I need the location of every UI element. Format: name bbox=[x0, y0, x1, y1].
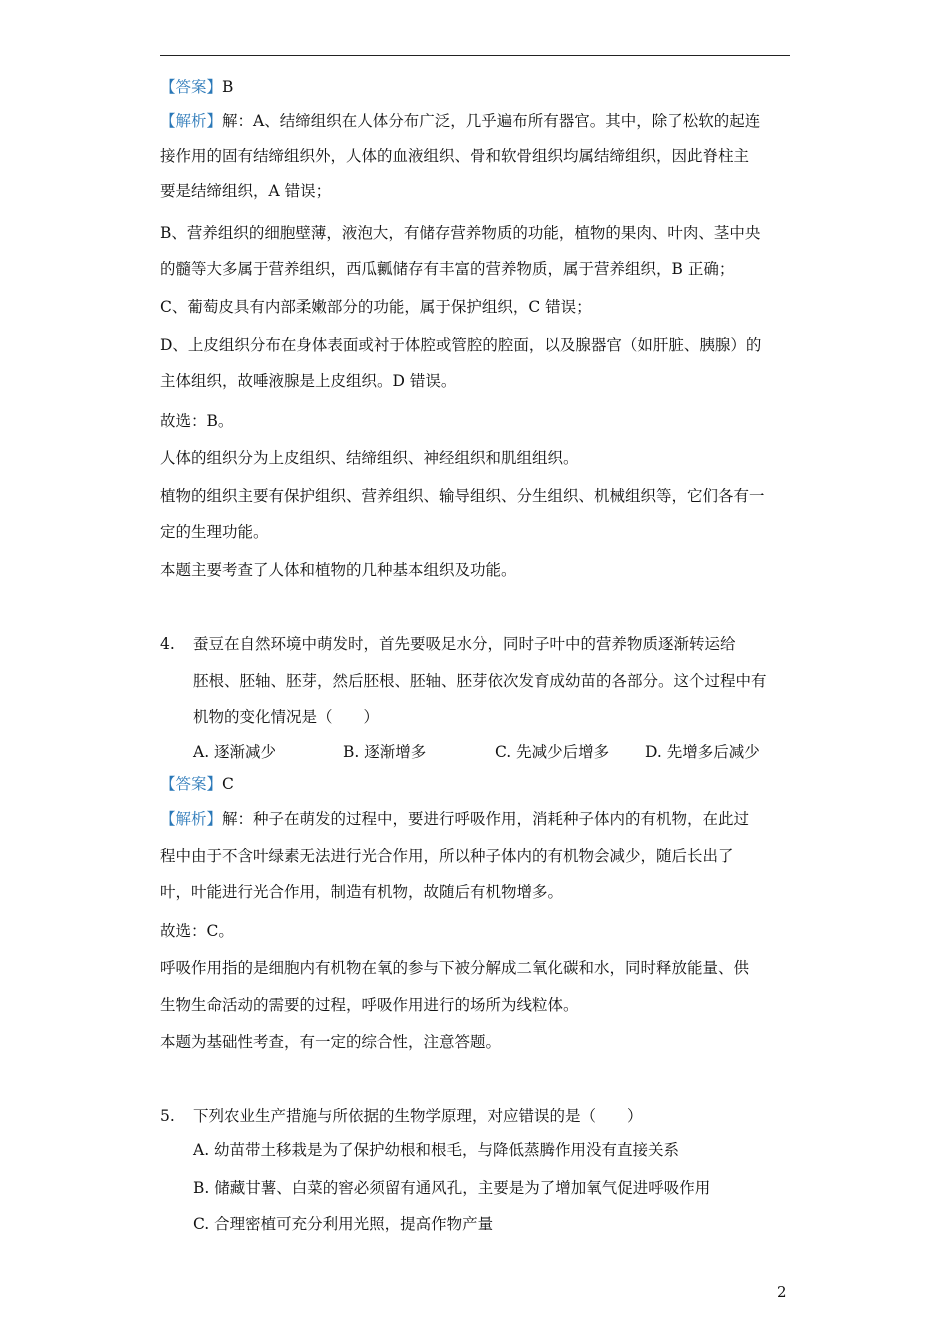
analysis-tag: 【解析】 bbox=[160, 112, 223, 130]
q3-analysis-line: 【解析】解：A、结缔组织在人体分布广泛，几乎遍布所有器官。其中，除了松软的起连 bbox=[160, 112, 761, 130]
answer-value: C bbox=[222, 775, 234, 793]
q5-stem: 下列农业生产措施与所依据的生物学原理，对应错误的是（ ） bbox=[193, 1107, 643, 1125]
q5-option-a: A. 幼苗带土移栽是为了保护幼根和根毛，与降低蒸腾作用没有直接关系 bbox=[193, 1141, 680, 1159]
q3-analysis-line: 的髓等大多属于营养组织，西瓜瓤储存有丰富的营养物质，属于营养组织，B 正确； bbox=[160, 260, 735, 278]
q3-analysis-line: 接作用的固有结缔组织外，人体的血液组织、骨和软骨组织均属结缔组织，因此脊柱主 bbox=[160, 147, 750, 165]
q5-number: 5. bbox=[160, 1107, 175, 1125]
q4-answer bbox=[160, 773, 234, 795]
q4-analysis-line: 【解析】解：种子在萌发的过程中，要进行呼吸作用，消耗种子体内的有机物，在此过 bbox=[160, 810, 750, 828]
q3-analysis-line: C、葡萄皮具有内部柔嫩部分的功能，属于保护组织，C 错误； bbox=[160, 298, 592, 316]
q3-analysis-line: 人体的组织分为上皮组织、结缔组织、神经组织和肌组组织。 bbox=[160, 449, 579, 467]
q4-option-a: A. 逐渐减少 bbox=[193, 743, 277, 761]
q3-answer bbox=[160, 76, 233, 98]
q4-stem-line: 胚根、胚轴、胚芽，然后胚根、胚轴、胚芽依次发育成幼苗的各部分。这个过程中有 bbox=[193, 672, 767, 690]
q3-analysis-line: 植物的组织主要有保护组织、营养组织、输导组织、分生组织、机械组织等，它们各有一 bbox=[160, 487, 765, 505]
q3-analysis-line: 主体组织，故唾液腺是上皮组织。D 错误。 bbox=[160, 372, 457, 390]
q5-option-b: B. 储藏甘薯、白菜的窖必须留有通风孔，主要是为了增加氧气促进呼吸作用 bbox=[193, 1179, 711, 1197]
q4-option-b: B. 逐渐增多 bbox=[343, 743, 427, 761]
q4-analysis-line: 本题为基础性考查，有一定的综合性，注意答题。 bbox=[160, 1033, 502, 1051]
q4-stem-line: 蚕豆在自然环境中萌发时，首先要吸足水分，同时子叶中的营养物质逐渐转运给 bbox=[193, 635, 736, 653]
q4-option-d: D. 先增多后减少 bbox=[645, 743, 760, 761]
page-number: 2 bbox=[777, 1283, 787, 1301]
header-rule bbox=[160, 55, 790, 56]
q4-stem-line: 机物的变化情况是（ ） bbox=[193, 708, 380, 726]
q3-analysis-line: B、营养组织的细胞壁薄，液泡大，有储存营养物质的功能，植物的果肉、叶肉、茎中央 bbox=[160, 224, 761, 242]
q4-number: 4. bbox=[160, 635, 175, 653]
q4-analysis-line: 程中由于不含叶绿素无法进行光合作用，所以种子体内的有机物会减少，随后长出了 bbox=[160, 847, 734, 865]
q3-analysis-line: 故选：B。 bbox=[160, 412, 234, 430]
q3-analysis-line: 要是结缔组织，A 错误； bbox=[160, 182, 332, 200]
q4-analysis-line: 生物生命活动的需要的过程，呼吸作用进行的场所为线粒体。 bbox=[160, 996, 579, 1014]
q5-option-c: C. 合理密植可充分利用光照，提高作物产量 bbox=[193, 1215, 494, 1233]
q4-option-c: C. 先减少后增多 bbox=[495, 743, 610, 761]
q4-analysis-line: 故选：C。 bbox=[160, 922, 234, 940]
q4-analysis-line: 叶，叶能进行光合作用，制造有机物，故随后有机物增多。 bbox=[160, 883, 564, 901]
q3-analysis-line: D、上皮组织分布在身体表面或衬于体腔或管腔的腔面，以及腺器官（如肝脏、胰腺）的 bbox=[160, 336, 762, 354]
analysis-tag: 【解析】 bbox=[160, 810, 223, 828]
q4-analysis-line: 呼吸作用指的是细胞内有机物在氧的参与下被分解成二氧化碳和水，同时释放能量、供 bbox=[160, 959, 750, 977]
answer-tag: 【答案】 bbox=[160, 775, 223, 793]
q3-analysis-line: 本题主要考查了人体和植物的几种基本组织及功能。 bbox=[160, 561, 517, 579]
answer-value: B bbox=[222, 78, 234, 96]
answer-tag: 【答案】 bbox=[160, 78, 223, 96]
q3-analysis-line: 定的生理功能。 bbox=[160, 523, 269, 541]
